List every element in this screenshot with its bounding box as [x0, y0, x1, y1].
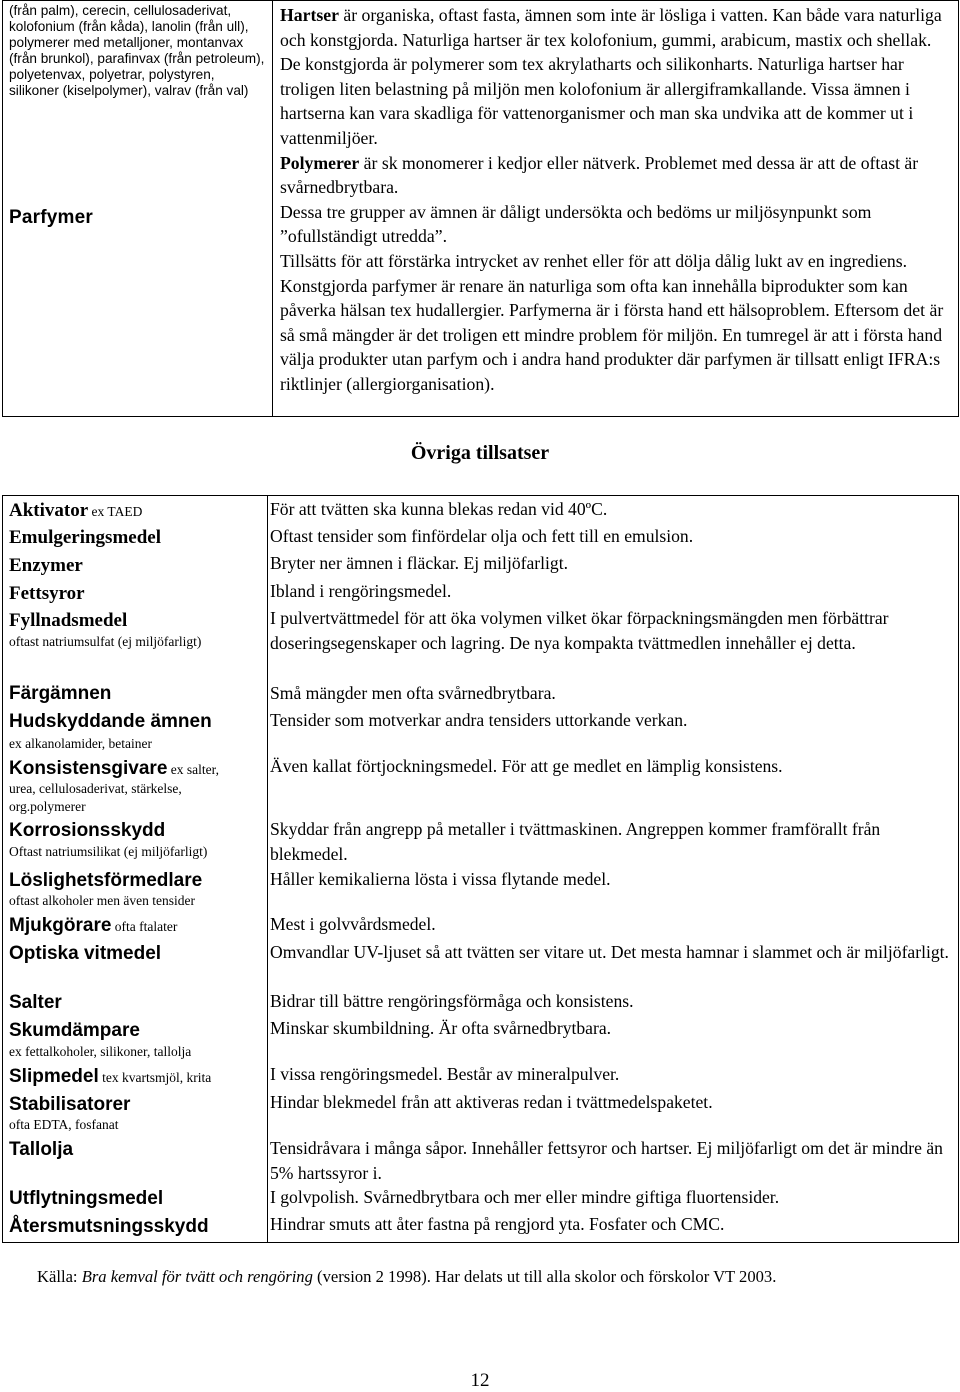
parfymer-label: Parfymer: [9, 207, 93, 228]
additive-term: [9, 1139, 73, 1161]
source-line: [37, 1267, 776, 1287]
additive-description: Omvandlar UV-ljuset så att tvätten ser vitare ut. Det mesta hamnar i slammet och är miljöfarligt.: [270, 942, 949, 962]
additive-description: Ibland i rengöringsmedel.: [270, 581, 452, 601]
additive-term: [9, 1066, 211, 1089]
additive-note: Oftast natriumsilikat (ej miljöfarligt): [9, 844, 208, 859]
additive-description: För att tvätten ska kunna blekas redan vid 40ºC.: [270, 499, 608, 519]
additive-description: Tensidråvara i många såpor. Innehåller fettsyror och hartser. Ej miljöfarligt om det är mindre än 5% hartssyror i.: [270, 1138, 943, 1183]
additive-term: [9, 1020, 140, 1042]
additive-name: Återsmutsningsskydd: [9, 1216, 209, 1237]
hartser-paragraph: [280, 3, 952, 151]
additive-name: Hudskyddande ämnen: [9, 711, 212, 732]
additive-description: Små mängder men ofta svårnedbrytbara.: [270, 683, 556, 703]
source-suffix: (version 2 1998). Har delats ut till alla skolor och förskolor VT 2003.: [312, 1267, 777, 1286]
additive-description: I golvpolish. Svårnedbrytbara och mer eller mindre giftiga fluortensider.: [270, 1187, 780, 1207]
additive-note: ex alkanolamider, betainer: [9, 736, 153, 751]
additive-term: [9, 555, 83, 577]
additive-name: Stabilisatorer: [9, 1094, 131, 1115]
additive-term: [9, 758, 219, 781]
hartser-text: är organiska, oftast fasta, ämnen som inte är lösliga i vatten. Kan både vara naturliga och konstgjorda. Naturliga hartser är tex kolofonium, gummi, arabicum, mastix och shellak. De konstgjorda är polymerer som tex akrylatharts och silikonharts. Naturliga hartser har troligen liten belastning på miljön men kolofonium är allergiframkallande. Vissa ämnen i hartserna kan vara skadliga för vattenorganismer och man ska undvika att de kommer ut i vattenmiljöer.: [280, 5, 942, 148]
additive-term: [9, 992, 62, 1014]
additive-name: Optiska vitmedel: [9, 943, 162, 964]
additive-term: [9, 1216, 209, 1238]
top-right-cell: [273, 1, 959, 417]
material-list: (från palm), cerecin, cellulosaderivat, kolofonium (från kåda), lanolin (från ull), polymerer med metalljoner, montanvax (från brunkol), parafinvax (från petroleum), polyetenvax, polyetrar, polystyren, silikoner (kiselpolymer), valrav (från val): [9, 3, 265, 98]
tre-grupper-paragraph: Dessa tre grupper av ämnen är dåligt undersökta och bedöms ur miljösynpunkt som ”ofullständigt utredda”.: [280, 201, 872, 247]
additive-description: Hindrar smuts att åter fastna på rengjord yta. Fosfater och CMC.: [270, 1214, 725, 1234]
additive-description: Skyddar från angrepp på metaller i tvättmaskinen. Angreppen kommer framförallt från blekmedel.: [270, 819, 881, 864]
additive-description: Håller kemikalierna lösta i vissa flytande medel.: [270, 869, 611, 889]
polymerer-paragraph: [280, 151, 952, 200]
additive-term: [9, 915, 177, 938]
additive-name: Färgämnen: [9, 683, 112, 704]
additive-name: Fyllnadsmedel: [9, 610, 128, 631]
additive-name: Emulgeringsmedel: [9, 527, 161, 548]
additive-name: Mjukgörare: [9, 915, 112, 936]
source-prefix: Källa:: [37, 1267, 82, 1286]
section-title: Övriga tillsatser: [410, 442, 550, 464]
polymerer-text: är sk monomerer i kedjor eller nätverk. Problemet med dessa är att de oftast är svårnedbrytbara.: [280, 152, 919, 198]
additive-name: Löslighetsförmedlare: [9, 870, 203, 891]
additive-description: Tensider som motverkar andra tensiders uttorkande verkan.: [270, 710, 688, 730]
additive-term: [9, 943, 161, 965]
additive-term: [9, 711, 212, 733]
additive-term: [9, 1094, 130, 1116]
additive-name: Tallolja: [9, 1139, 74, 1160]
page-number: 12: [470, 1370, 490, 1391]
additive-example: tex kvartsmjöl, krita: [98, 1070, 212, 1085]
additive-description: Bidrar till bättre rengöringsförmåga och konsistens.: [270, 991, 634, 1011]
additive-note: oftast alkoholer men även tensider: [9, 893, 195, 908]
additive-name: Skumdämpare: [9, 1020, 140, 1041]
additive-name: Aktivator: [9, 500, 89, 521]
additive-note: ofta EDTA, fosfanat: [9, 1117, 119, 1132]
additive-name: Konsistensgivare: [9, 758, 168, 779]
additive-note: ex fettalkoholer, silikoner, tallolja: [9, 1044, 192, 1059]
additive-description: Oftast tensider som finfördelar olja och fett till en emulsion.: [270, 526, 694, 546]
additive-description: Även kallat förtjockningsmedel. För att ge medlet en lämplig konsistens.: [270, 756, 783, 776]
additive-description: I vissa rengöringsmedel. Består av mineralpulver.: [270, 1064, 620, 1084]
additive-description: Bryter ner ämnen i fläckar. Ej miljöfarligt.: [270, 553, 569, 573]
hartser-term: Hartser: [280, 5, 339, 25]
additive-description: I pulvertvättmedel för att öka volymen vilket ökar förpackningsmängden men förbättrar doseringsegenskaper och lagring. De nya kompakta tvättmedlen innehåller ej detta.: [270, 608, 889, 653]
additive-name: Fettsyror: [9, 583, 85, 604]
source-title: Bra kemval för tvätt och rengöring: [81, 1267, 313, 1286]
additive-name: Salter: [9, 992, 62, 1013]
additive-term: [9, 583, 85, 605]
additive-term: [9, 610, 127, 632]
top-table: [2, 0, 959, 417]
additive-name: Utflytningsmedel: [9, 1188, 164, 1209]
additive-example: ofta ftalater: [111, 919, 178, 934]
additive-term: [9, 820, 165, 842]
additive-description: Mest i golvvårdsmedel.: [270, 914, 436, 934]
additive-term: [9, 500, 142, 523]
additive-name: Korrosionsskydd: [9, 820, 166, 841]
additive-note: oftast natriumsulfat (ej miljöfarligt): [9, 634, 202, 649]
additive-term: [9, 527, 161, 549]
additive-name: Enzymer: [9, 555, 83, 576]
additive-term: [9, 683, 111, 705]
additive-name: Slipmedel: [9, 1066, 99, 1087]
additive-term: [9, 870, 202, 892]
top-left-cell: [3, 1, 273, 417]
polymerer-term: Polymerer: [280, 152, 360, 173]
additive-example: ex salter,: [167, 762, 219, 777]
additive-description: Minskar skumbildning. Är ofta svårnedbrytbara.: [270, 1018, 612, 1038]
additive-description: Hindar blekmedel från att aktiveras redan i tvättmedelspaketet.: [270, 1092, 713, 1112]
additive-example: ex TAED: [88, 504, 143, 519]
parfymer-paragraph: Tillsätts för att förstärka intrycket av renhet eller för att dölja dålig lukt av en ingrediens. Konstgjorda parfymer är renare än naturliga som ofta kan innehålla biprodukter som kan påverka hälsan tex hudallergier. Parfymerna är i första hand ett hälsoproblem. Eftersom det är så små mängder är det troligen ett mindre problem för miljön. En tumregel är att i första hand välja produkter utan parfym och i andra hand produkter där parfymen är tillsatt enligt IFRA:s riktlinjer (allergiorganisation).: [280, 250, 944, 394]
additive-term: [9, 1188, 163, 1210]
additive-note: urea, cellulosaderivat, stärkelse, org.polymerer: [9, 781, 182, 814]
